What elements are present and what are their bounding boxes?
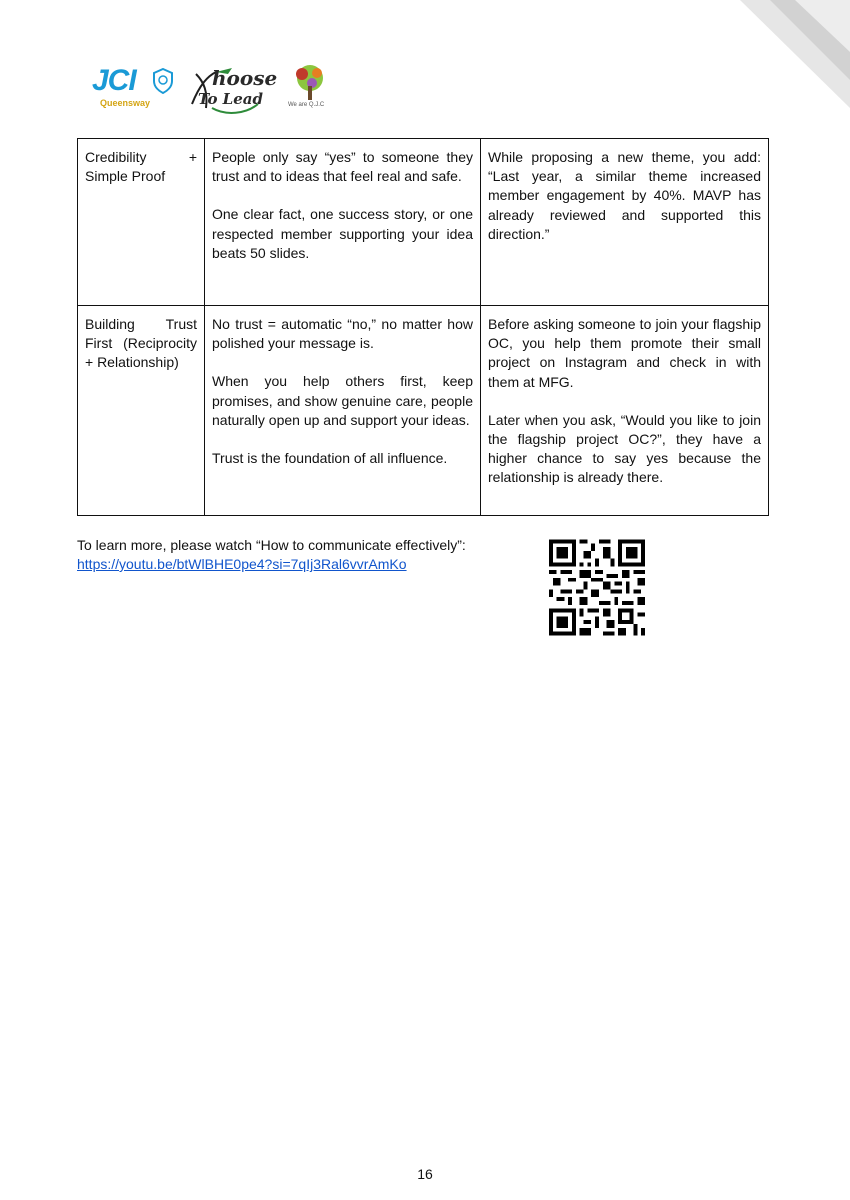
choose-logo-text: hoose [212, 66, 278, 90]
header-logos [90, 64, 340, 116]
to-lead-logo-text: To Lead [198, 90, 263, 108]
persuasion-principles-table [77, 138, 769, 516]
learn-more-section [77, 536, 537, 574]
qr-code-icon [549, 539, 645, 636]
example-cell [481, 139, 769, 306]
why-cell [205, 306, 481, 516]
table-row [78, 139, 769, 306]
we-are-caption: We are Q.J.C [288, 102, 325, 108]
principle-cell [78, 306, 205, 516]
corner-decoration [740, 0, 850, 108]
example-paragraph: Later when you ask, “Would you like to join the flagship project OC?”, they have a higher chance to say yes because the relationship is already there. [488, 411, 761, 486]
learn-more-text: To learn more, please watch “How to communicate effectively”: [77, 537, 466, 553]
page-number: 16 [417, 1166, 433, 1182]
why-paragraph: When you help others first, keep promises, and show genuine care, people naturally open up and support your ideas. [212, 373, 473, 428]
tree-icon [290, 64, 330, 102]
jci-emblem-icon [152, 68, 174, 94]
example-paragraph: While proposing a new theme, you add: “Last year, a similar theme increased member engagement by 40%. MAVP has already reviewed and supported this direction.” [488, 149, 761, 242]
jci-logo [90, 64, 182, 114]
why-paragraph: No trust = automatic “no,” no matter how polished your message is. [212, 316, 473, 352]
example-paragraph: Before asking someone to join your flagship OC, you help them promote their small project on Instagram and check in with them at MFG. [488, 316, 761, 390]
why-paragraph: People only say “yes” to someone they trust and to ideas that feel real and safe. [212, 149, 473, 185]
principle-text: Building Trust First (Reciprocity + Relationship) [85, 316, 197, 371]
why-cell [205, 139, 481, 306]
why-paragraph: Trust is the foundation of all influence. [212, 450, 448, 467]
table-row [78, 306, 769, 516]
principle-cell [78, 139, 205, 306]
jci-logo-text: JCI [92, 64, 136, 97]
why-paragraph: One clear fact, one success story, or one respected member supporting your idea beats 50 slides. [212, 206, 473, 261]
we-are-qjc-logo [286, 64, 338, 116]
principle-text: Credibility + Simple Proof [85, 149, 197, 185]
choose-to-lead-logo [186, 64, 278, 116]
jci-logo-subtitle: Queensway [100, 98, 151, 108]
example-cell [481, 306, 769, 516]
video-link[interactable]: https://youtu.be/btWlBHE0pe4?si=7qIj3Ral6vvrAmKo [77, 556, 407, 572]
